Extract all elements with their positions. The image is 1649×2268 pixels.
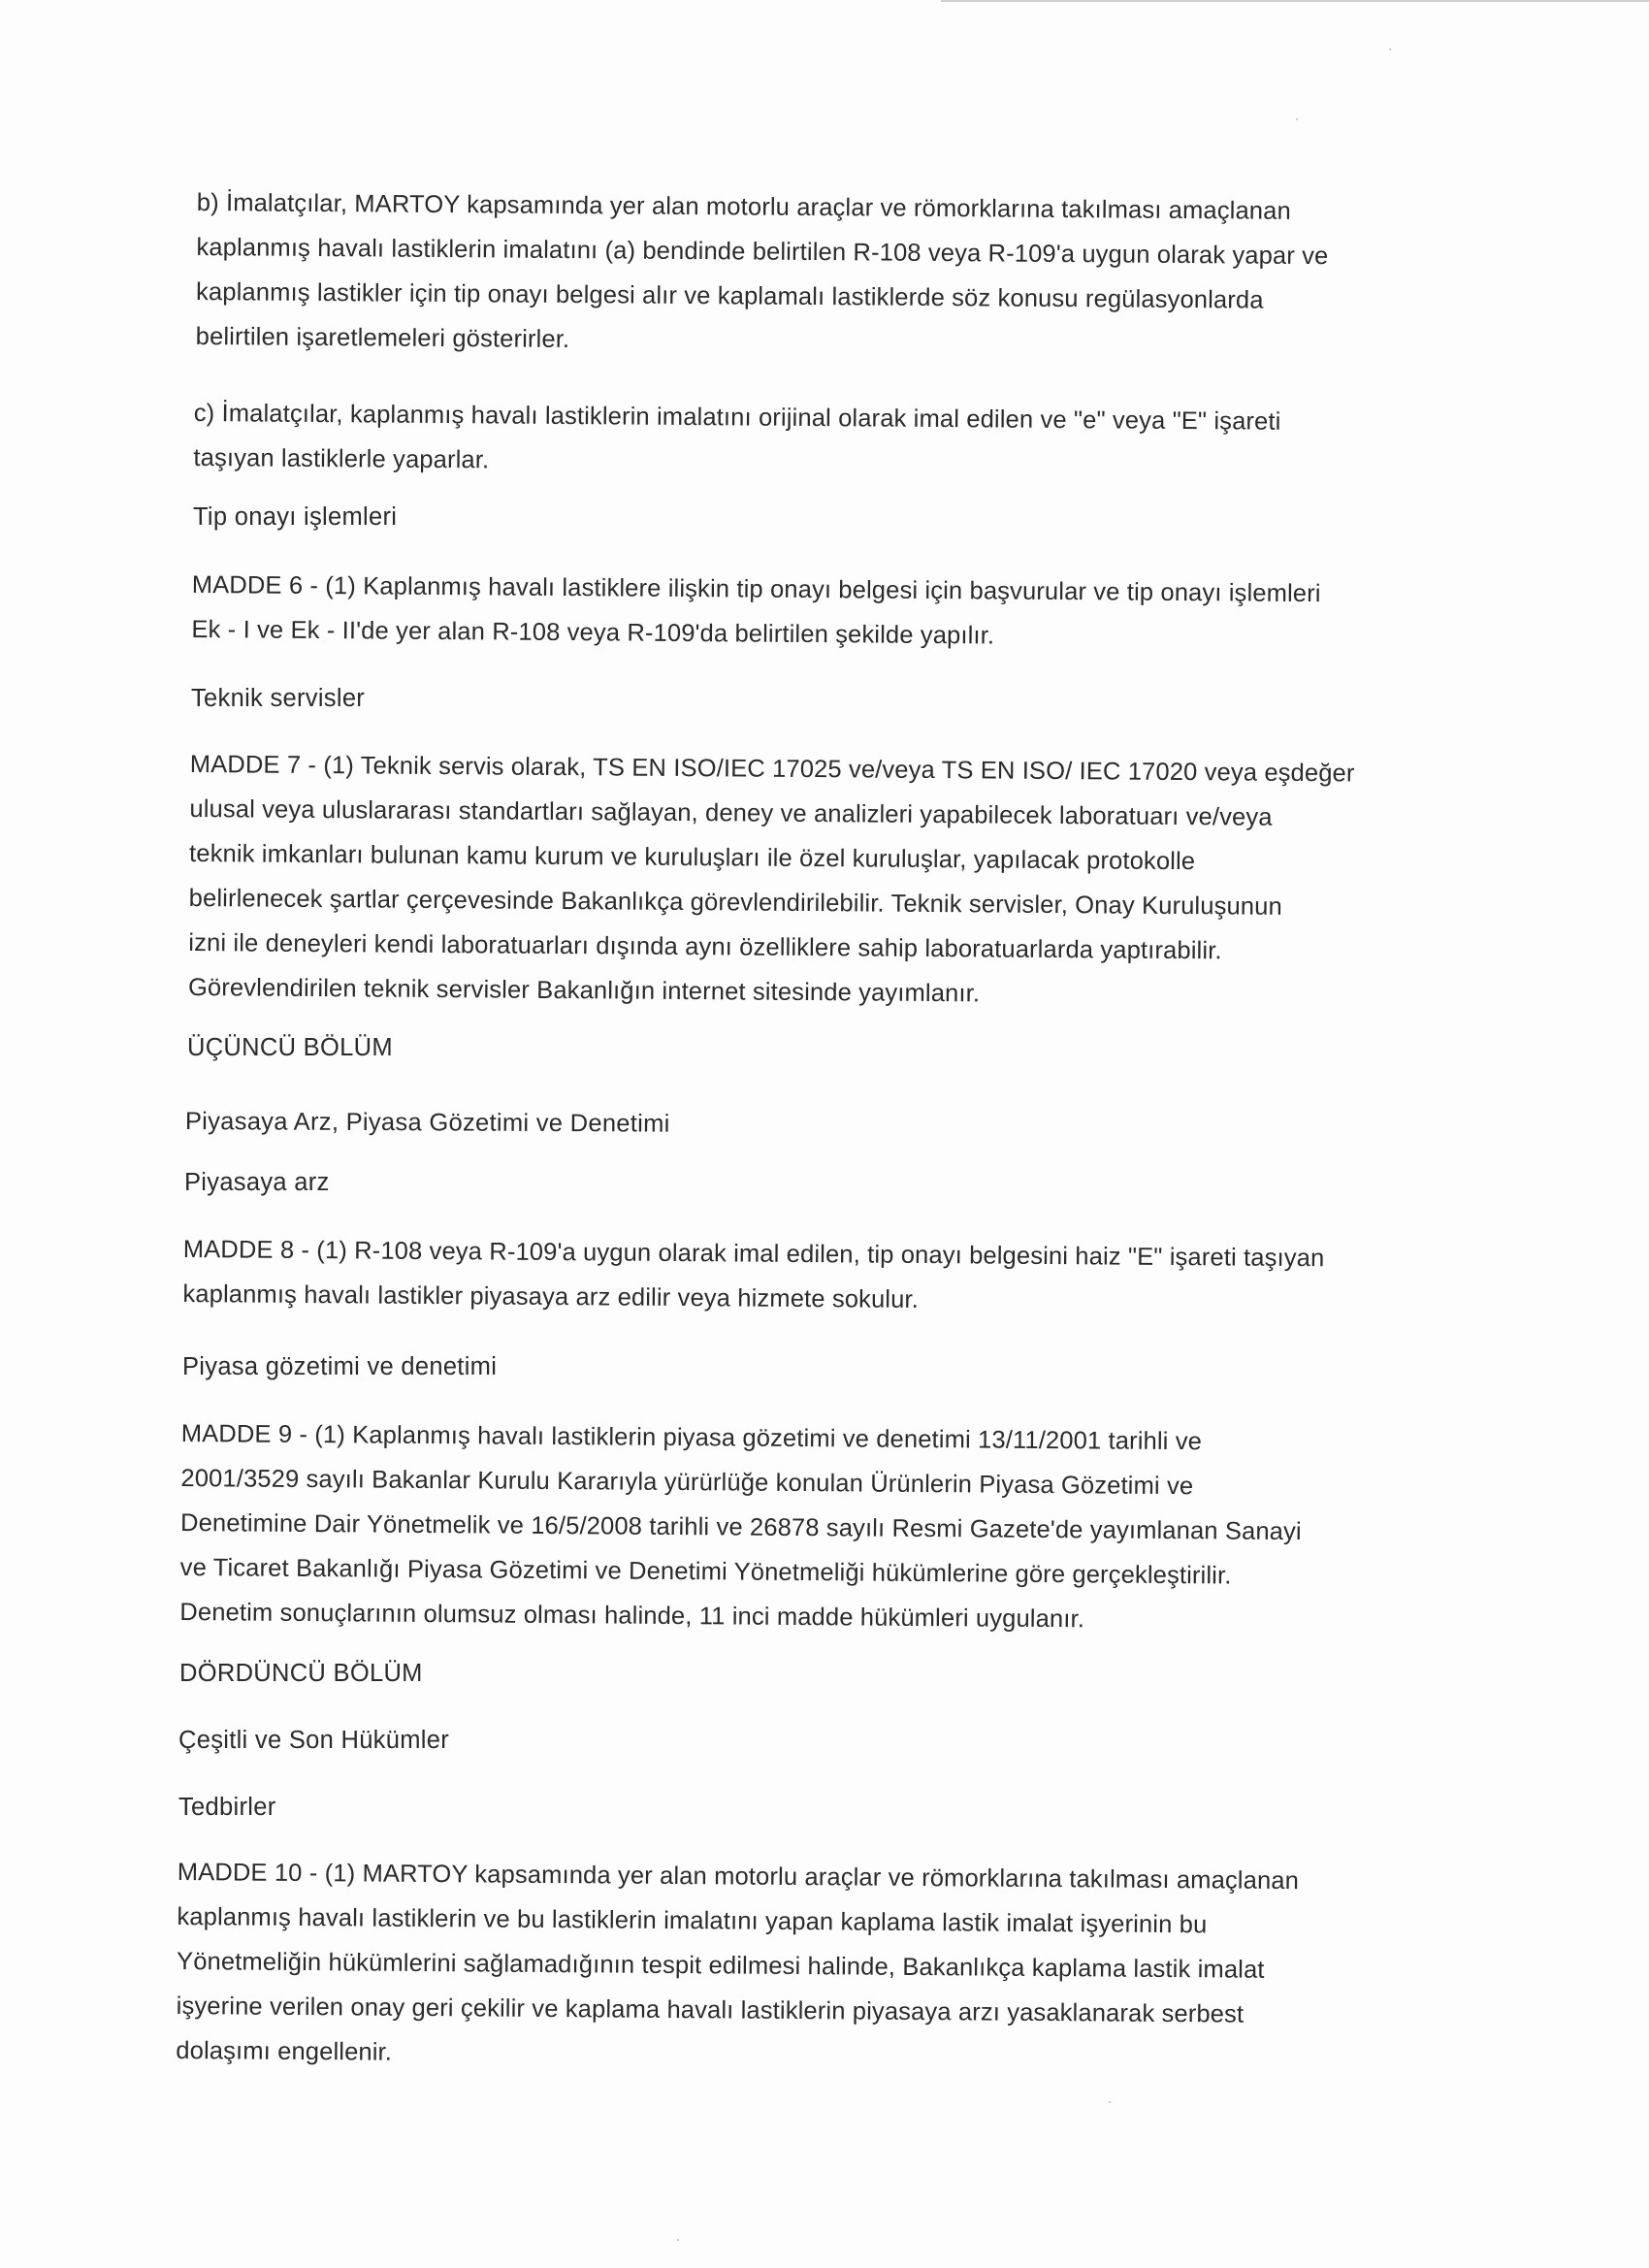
paragraph-b: b) İmalatçılar, MARTOY kapsamında yer alan motorlu araçlar ve römorklarına takılması amaçlanan kaplanmış havalı lastiklerin imalatını (a) bendinde belirtilen R-108 veya R-109'a uygun olarak yapar ve kaplanmış lastikler için tip onayı belgesi alır ve kaplamalı lastiklerde söz konusu regülasyonlarda belirtilen işaretlemeleri gösterirler. bbox=[195, 188, 1329, 354]
heading-tedbirler: Tedbirler bbox=[178, 1794, 276, 1821]
heading-cesitli-ve-son-hukumler: Çeşitli ve Son Hükümler bbox=[178, 1727, 449, 1754]
heading-teknik-servisler: Teknik servisler bbox=[191, 685, 366, 712]
paragraph-madde-7: MADDE 7 - (1) Teknik servis olarak, TS EN ISO/IEC 17025 ve/veya TS EN ISO/ IEC 17020 veya eşdeğer ulusal veya uluslararası standartları sağlayan, deney ve analizleri yapabilecek laboratuarı ve/veya teknik imkanları bulunan kamu kurum ve kuruluşları ile özel kuruluşlar, yapılacak protokolle belirlenecek şartlar çerçevesinde Bakanlıkça görevlendirilebilir. Teknik servisler, Onay Kuruluşunun izni ile deneyleri kendi laboratuarları dışında aynı özelliklere sahip laboratuarlarda yaptırabilir. Görevlendirilen teknik servisler Bakanlığın internet sitesinde yayımlanır. bbox=[187, 750, 1355, 1008]
paragraph-madde-9: MADDE 9 - (1) Kaplanmış havalı lastiklerin piyasa gözetimi ve denetimi 13/11/2001 tarihli ve 2001/3529 sayılı Bakanlar Kurulu Kararıyla yürürlüğe konulan Ürünlerin Piyasa Gözetimi ve Denetimine Dair Yönetmelik ve 16/5/2008 tarihli ve 26878 sayılı Resmi Gazete'de yayımlanan Sanayi ve Ticaret Bakanlığı Piyasa Gözetimi ve Denetimi Yönetmeliği hükümlerine göre gerçekleştirilir. Denetim sonuçlarının olumsuz olması halinde, 11 inci madde hükümleri uygulanır. bbox=[179, 1419, 1302, 1634]
heading-piyasaya-arz: Piyasaya arz bbox=[184, 1169, 330, 1196]
heading-tip-onayi-islemleri: Tip onayı işlemleri bbox=[193, 503, 398, 531]
paragraph-c: c) İmalatçılar, kaplanmış havalı lastiklerin imalatını orijinal olarak imal edilen ve "e" veya "E" işareti taşıyan lastiklerle yaparlar. bbox=[193, 399, 1281, 474]
heading-dorduncu-bolum: DÖRDÜNCÜ BÖLÜM bbox=[179, 1660, 423, 1687]
paragraph-madde-10: MADDE 10 - (1) MARTOY kapsamında yer alan motorlu araçlar ve römorklarına takılması amaçlanan kaplanmış havalı lastiklerin ve bu lastiklerin imalatını yapan kaplama lastik imalat işyerinin bu Yönetmeliğin hükümlerini sağlamadığının tespit edilmesi halinde, Bakanlıkça kaplama lastik imalat işyerine verilen onay geri çekilir ve kaplama havalı lastiklerin piyasaya arzı yasaklanarak serbest dolaşımı engellenir. bbox=[176, 1858, 1300, 2066]
heading-piyasa-gozetimi-ve-denetimi: Piyasa gözetimi ve denetimi bbox=[182, 1353, 498, 1380]
heading-piyasaya-arz-gozetimi-denetimi: Piyasaya Arz, Piyasa Gözetimi ve Denetimi bbox=[184, 1107, 670, 1138]
paragraph-madde-8: MADDE 8 - (1) R-108 veya R-109'a uygun olarak imal edilen, tip onayı belgesini haiz "E" işareti taşıyan kaplanmış havalı lastikler piyasaya arz edilir veya hizmete sokulur. bbox=[182, 1235, 1325, 1313]
paragraph-madde-6: MADDE 6 - (1) Kaplanmış havalı lastiklere ilişkin tip onayı belgesi için başvurular ve tip onayı işlemleri Ek - I ve Ek - II'de yer alan R-108 veya R-109'da belirtilen şekilde yapılır. bbox=[191, 570, 1321, 650]
heading-ucuncu-bolum: ÜÇÜNCÜ BÖLÜM bbox=[187, 1034, 393, 1061]
